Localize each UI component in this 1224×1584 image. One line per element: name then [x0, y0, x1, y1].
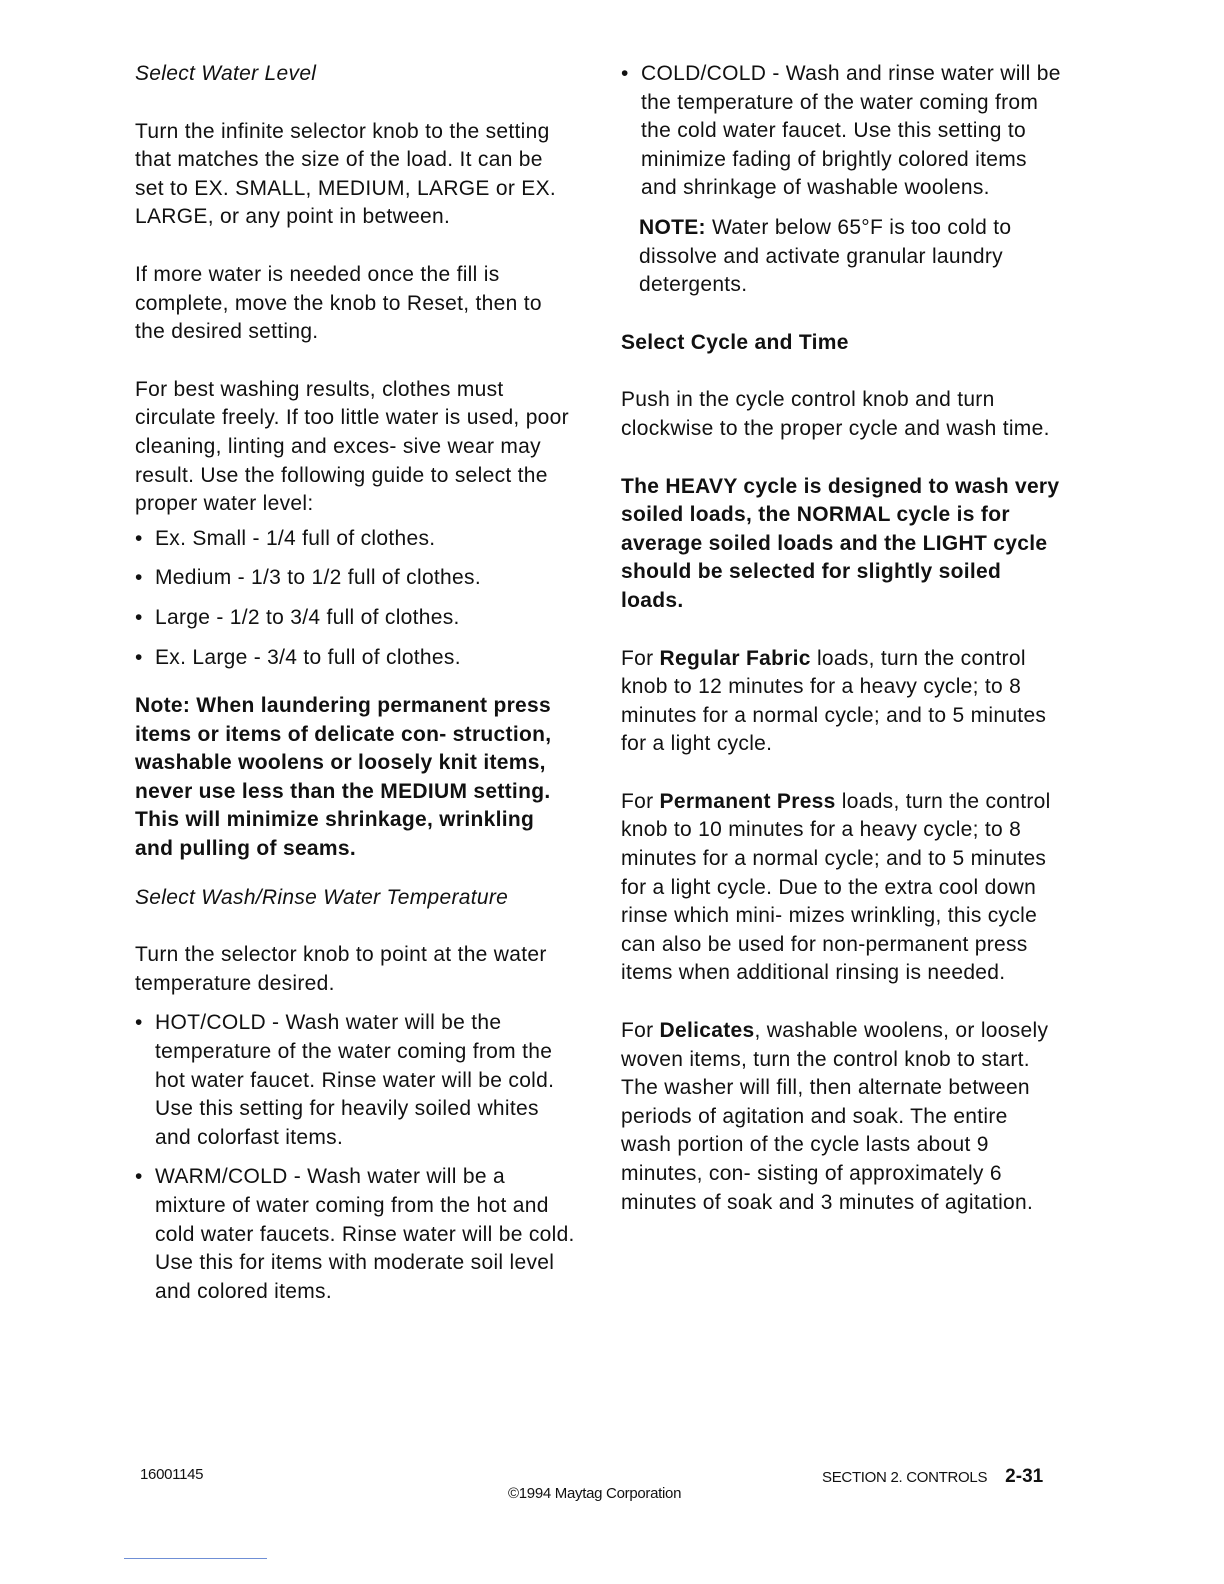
perm-prefix: For: [621, 789, 654, 813]
left-column: [135, 60, 575, 1306]
water-level-paragraph-3: For best washing results, clothes must circulate freely. If too little water is used, poor cleaning, linting and exces- sive wear may result. Use the following guide to select the proper water level:: [135, 377, 569, 516]
temperature-heading: Select Wash/Rinse Water Temperature: [135, 885, 509, 909]
cycle-intro: Push in the cycle control knob and turn clockwise to the proper cycle and wash time.: [621, 388, 1050, 440]
page-number: 2-31: [1005, 1466, 1044, 1487]
permanent-press-note: Note: When laundering permanent press items or items of delicate con- struction, washable woolens or loosely knit items, never use less than the MEDIUM setting. This will minimize shrinkage, wrinkling and pulling of seams.: [135, 694, 552, 861]
regular-fabric-label: Regular Fabric: [659, 646, 811, 670]
permanent-press-paragraph: [621, 788, 1061, 988]
note-label: NOTE:: [639, 215, 706, 239]
section-label: [822, 1466, 1043, 1488]
list-item-hot-cold: • HOT/COLD - Wash water will be the temperature of the water coming from the hot water faucet. Rinse water will be cold. Use this setting for heavily soiled whites and colorfast items.: [135, 1009, 575, 1152]
list-item-cold-cold: • COLD/COLD - Wash and rinse water will be the temperature of the water coming from the cold water faucet. Use this setting to minimize fading of brightly colored items and shrinkage of washable woolens.: [621, 60, 1061, 203]
cold-water-note: [621, 214, 1061, 300]
right-column: [621, 60, 1061, 1217]
water-level-paragraph-2: If more water is needed once the fill is complete, move the knob to Reset, then to the desired setting.: [135, 262, 542, 344]
delicates-label: Delicates: [659, 1019, 755, 1043]
section-text: SECTION 2. CONTROLS: [822, 1469, 988, 1486]
permanent-press-text: loads, turn the control knob to 10 minutes for a heavy cycle; to 8 minutes for a normal cycle; and to 5 minutes for a light cycle. Due to the extra cool down rinse which mini- mizes wrinkling, this cycle can also be used for non-permanent press items when additional rinsing is needed.: [621, 789, 1051, 985]
delicates-text: , washable woolens, or loosely woven items, turn the control knob to start. The washer will fill, then alternate between periods of agitation and soak. The entire wash portion of the cycle lasts about 9 minutes, con- sisting of approximately 6 minutes of soak and 3 minutes of agitation.: [621, 1019, 1049, 1214]
regular-fabric-paragraph: [621, 645, 1061, 759]
water-level-heading: Select Water Level: [135, 62, 317, 85]
note-text: Water below 65°F is too cold to dissolve and activate granular laundry detergents.: [639, 215, 1012, 297]
regular-fabric-text: loads, turn the control knob to 12 minutes for a heavy cycle; to 8 minutes for a normal cycle; and to 5 minutes for a light cycle.: [621, 646, 1047, 756]
copyright: ©1994 Maytag Corporation: [508, 1485, 682, 1502]
list-item: • Ex. Small - 1/4 full of clothes.: [135, 525, 575, 554]
delicates-paragraph: [621, 1017, 1061, 1217]
regular-prefix: For: [621, 646, 654, 670]
cycle-heading: Select Cycle and Time: [621, 330, 849, 354]
list-item: • Ex. Large - 3/4 to full of clothes.: [135, 644, 575, 673]
water-level-list: [135, 525, 575, 672]
list-item: • Medium - 1/3 to 1/2 full of clothes.: [135, 564, 575, 593]
delicates-prefix: For: [621, 1019, 654, 1043]
permanent-press-label: Permanent Press: [659, 789, 836, 813]
cycle-description: The HEAVY cycle is designed to wash very soiled loads, the NORMAL cycle is for average soiled loads and the LIGHT cycle should be selected for slightly soiled loads.: [621, 474, 1060, 612]
list-item-warm-cold: • WARM/COLD - Wash water will be a mixture of water coming from the hot and cold water faucets. Rinse water will be cold. Use this for items with moderate soil level and colored items.: [135, 1163, 575, 1306]
scan-artifact-line: [124, 1558, 267, 1559]
document-number: 16001145: [140, 1466, 204, 1483]
temperature-intro: Turn the selector knob to point at the water temperature desired.: [135, 943, 547, 995]
list-item: • Large - 1/2 to 3/4 full of clothes.: [135, 604, 575, 633]
water-level-paragraph-1: Turn the infinite selector knob to the setting that matches the size of the load. It can be set to EX. SMALL, MEDIUM, LARGE or EX. LARGE, or any point in between.: [135, 119, 557, 229]
